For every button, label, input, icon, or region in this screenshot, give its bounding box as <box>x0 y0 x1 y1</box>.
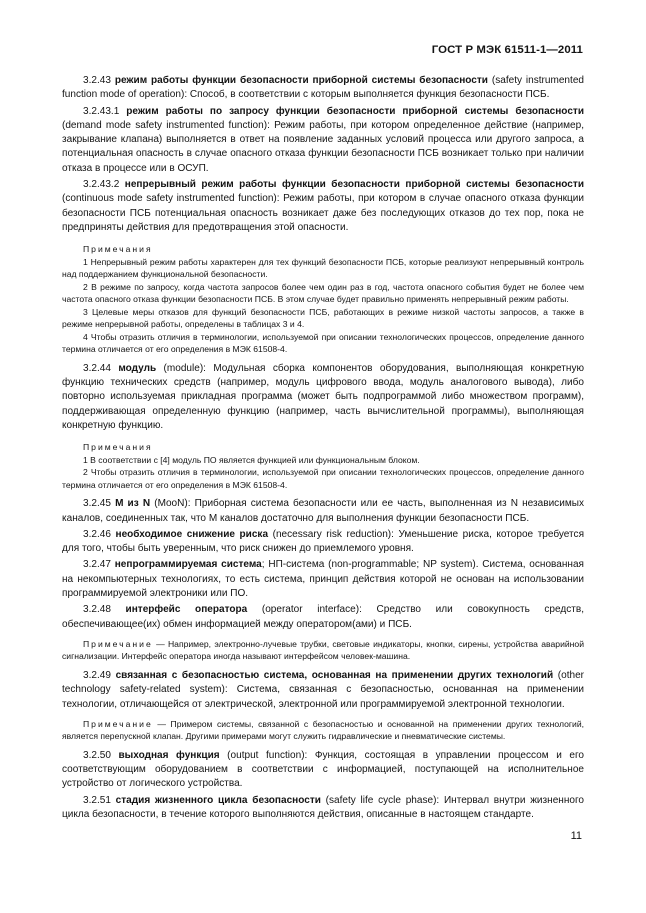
notes-heading: Примечания <box>83 442 153 453</box>
term: интерфейс оператора <box>125 604 248 616</box>
term-definition-3-2-43-2: 3.2.43.2 непрерывный режим работы функции безопасности приборной системы безопасности (continuous mode safety instrumented function): Режим работы, при котором в случае опасного отказа функции безопасности ПСБ потенциальная опасность возникает даже без последующих отказов до тех пор, пока не предприняты действия для предотвращения этой опасности. <box>62 179 584 233</box>
term-definition-3-2-48: 3.2.48 интерфейс оператора (operator interface): Средство или совокупность средств, обеспечивающее(их) обмен информацией между оператором(ами) и ПСБ. <box>62 604 585 630</box>
term-definition-3-2-46: 3.2.46 необходимое снижение риска (necessary risk reduction): Уменьшение риска, которое требуется для того, чтобы быть уверенным, что риск снижен до приемлемого уровня. <box>62 528 585 555</box>
term: непрерывный режим работы функции безопасности приборной системы безопасности <box>124 179 584 191</box>
term-definition-3-2-50: 3.2.50 выходная функция (output function): Функция, состоящая в управлении процессом и его соответствующим оборудованием в соответствии с информацией, поступающей на исполнительное устройство от логического устройства. <box>62 749 585 790</box>
page-content <box>62 74 584 824</box>
note-item: Примечание — Примером системы, связанной с безопасностью и основанной на применении других технологий, является перепускной клапан. Другими примерами могут служить гидравлические и пневматические системы. <box>62 718 585 742</box>
term: связанная с безопасностью система, основанная на применении других технологий <box>115 669 554 681</box>
note-item: 1 В соответствии с [4] модуль ПО является функцией или функциональным блоком. <box>83 454 420 465</box>
term: М из N <box>115 498 151 510</box>
term: выходная функция <box>118 749 220 761</box>
page-number: 11 <box>570 830 582 842</box>
term-definition-3-2-45: 3.2.45 М из N (MooN): Приборная система безопасности или ее часть, выполненная из N независимых каналов, соединенных так, что М каналов достаточно для выполнения функции безопасности ПСБ. <box>62 498 584 524</box>
note-item: 3 Целевые меры отказов для функций безопасности ПСБ, работающих в режиме низкой частоты запросов, а также в режиме непрерывной работы, определены в таблицах 3 и 4. <box>62 306 584 330</box>
note-item: 2 В режиме по запросу, когда частота запросов более чем один раз в год, частота опасного события будет не более чем частота опасного отказа функции безопасности ПСБ. В этом случае будет правильно применять непрерывный режим работы. <box>62 281 584 305</box>
note-item: Примечание — Например, электронно-лучевые трубки, световые индикаторы, кнопки, сирены, устройства аварийной сигнализации. Интерфейс оператора иногда называют интерфейсом человек-машина. <box>62 638 585 662</box>
note-item: 1 Непрерывный режим работы характерен для тех функций безопасности ПСБ, которые реализуют непрерывный контроль над поддержанием функциональной безопасности. <box>62 256 584 280</box>
note-item: 2 Чтобы отразить отличия в терминологии, используемой при описании технологических процессов, определение данного термина отличается от его определения в МЭК 61508-4. <box>62 467 584 490</box>
term-definition-3-2-49: 3.2.49 связанная с безопасностью система, основанная на применении других технологий (other technology safety-related system): Система, связанная с безопасностью, основанная на применении технологии, отличающейся от электрической, электронной или программируемой электронной технологии. <box>62 669 585 710</box>
term: стадия жизненного цикла безопасности <box>115 794 321 806</box>
term-definition-3-2-43-1: 3.2.43.1 режим работы по запросу функции безопасности приборной системы безопасности (demand mode safety instrumented function): Режим работы, при котором определенное действие (например, закрывание клапана) выполняется в ответ на появление заданных условий процесса или другого запроса, а потенциальная опасность в случае опасного отказа функции безопасности ПСБ возникает только при наличии отказа в процессе или в ОСУП. <box>62 105 584 174</box>
term-definition-3-2-43: 3.2.43 режим работы функции безопасности приборной системы безопасности (safety instrumented function mode of operation): Способ, в соответствии с которым выполняется функция безопасности ПСБ. <box>62 75 584 101</box>
note-item: 4 Чтобы отразить отличия в терминологии, используемой при описании технологических процессов, определение данного термина отличается от его определения в МЭК 61508-4. <box>62 331 584 355</box>
term: непрограммируемая система <box>114 559 262 571</box>
term-definition-3-2-47: 3.2.47 непрограммируемая система; НП-система (non-programmable; NP system). Система, основанная на некомпьютерных технологиях, то есть система, принцип действия которой не основан на использовании программируемой электроники или ПО. <box>62 559 584 600</box>
term-definition-3-2-51: 3.2.51 стадия жизненного цикла безопасности (safety life cycle phase): Интервал внутри жизненного цикла безопасности, в течение которого выполняются действия, описанные в настоящем стандарте. <box>62 794 584 820</box>
term: режим работы по запросу функции безопасности приборной системы безопасности <box>126 105 584 117</box>
running-header: ГОСТ Р МЭК 61511-1—2011 <box>431 44 583 56</box>
term: необходимое снижение риска <box>115 528 269 540</box>
term-definition-3-2-44: 3.2.44 модуль (module): Модульная сборка компонентов оборудования, выполняющая конкретную функцию технических средств (например, модуль цифрового ввода, модуль аналогового вывода), либо повторно используемая прикладная программа (может быть подпрограммой либо множеством программ), поддерживающая определенную функцию (например, часть вычислительной программы), выполняющая конкретную функцию. <box>62 362 585 431</box>
notes-heading: Примечания <box>83 244 153 255</box>
term: модуль <box>118 362 157 374</box>
term: режим работы функции безопасности приборной системы безопасности <box>114 75 488 86</box>
